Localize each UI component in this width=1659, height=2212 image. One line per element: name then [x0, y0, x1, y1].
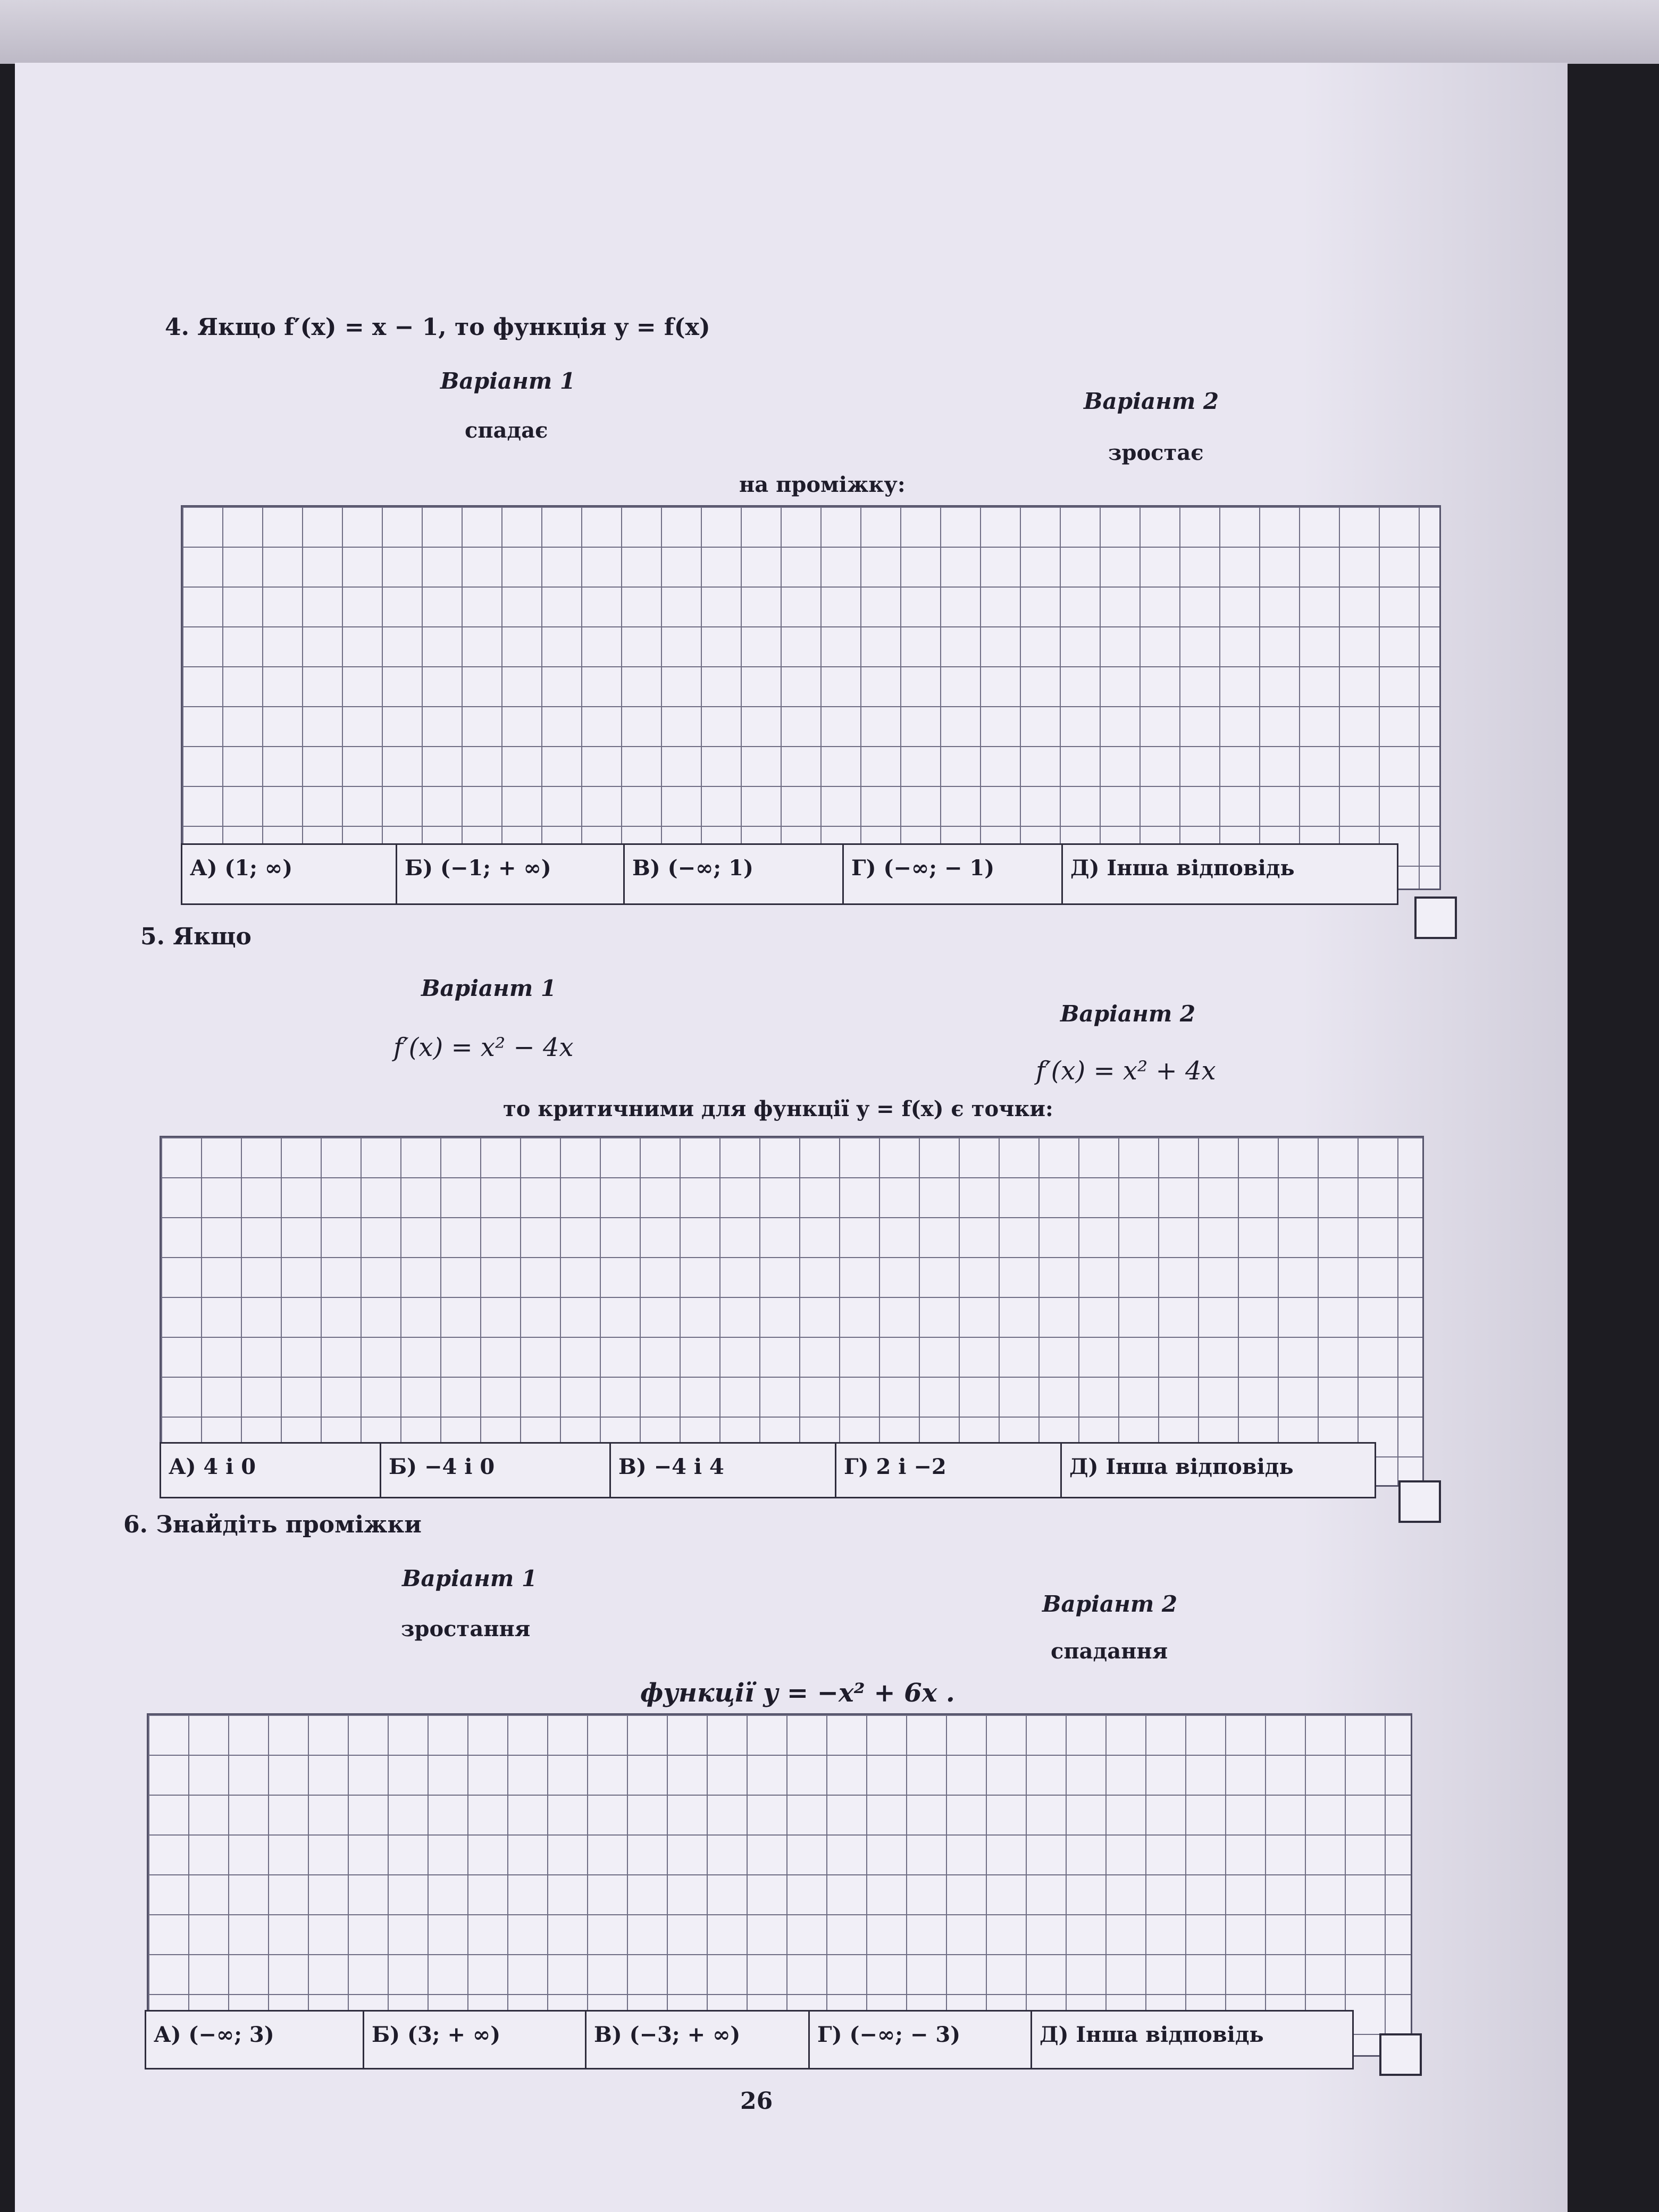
- variant-2-formula: f′(x) = x² + 4x: [1036, 1056, 1216, 1086]
- variant-1-title: Варіант 1: [440, 368, 576, 394]
- option-a[interactable]: А) 4 і 0: [161, 1444, 381, 1497]
- option-c[interactable]: В) (−3; + ∞): [586, 2012, 810, 2068]
- option-e[interactable]: Д) Інша відповідь: [1070, 856, 1295, 881]
- question-5-text: 5. Якщо: [140, 923, 252, 950]
- option-b[interactable]: Б) (3; + ∞): [364, 2012, 586, 2068]
- variant-2-text: спадання: [1051, 1639, 1168, 1664]
- variant-1-text: зростання: [401, 1616, 531, 1641]
- variant-1-text: спадає: [465, 418, 548, 443]
- variant-1-title: Варіант 1: [421, 975, 557, 1001]
- option-a[interactable]: А) (−∞; 3): [146, 2012, 364, 2068]
- page-number: 26: [740, 2088, 773, 2115]
- variant-2-title: Варіант 2: [1042, 1591, 1178, 1617]
- option-c[interactable]: В) (−∞; 1): [625, 845, 844, 903]
- option-c[interactable]: В) −4 і 4: [611, 1444, 836, 1497]
- variant-2-title: Варіант 2: [1084, 388, 1219, 414]
- option-e[interactable]: Д) Інша відповідь: [1069, 1454, 1294, 1479]
- question-4-tail: на проміжку:: [739, 472, 906, 497]
- option-b[interactable]: Б) (−1; + ∞): [397, 845, 625, 903]
- question-6-text: 6. Знайдіть проміжки: [123, 1511, 422, 1538]
- worksheet-page: [15, 63, 1568, 2212]
- background-strip: [0, 0, 1659, 64]
- option-b[interactable]: Б) −4 і 0: [381, 1444, 611, 1497]
- question-6: [15, 63, 1568, 2212]
- option-a[interactable]: А) (1; ∞): [182, 845, 397, 903]
- option-d[interactable]: Г) (−∞; − 1): [844, 845, 1063, 903]
- option-e[interactable]: Д) Інша відповідь: [1040, 2022, 1264, 2047]
- question-6-tail: функції y = −x² + 6x .: [640, 1678, 955, 1708]
- variant-1-title: Варіант 1: [402, 1565, 538, 1591]
- variant-2-title: Варіант 2: [1060, 1001, 1196, 1027]
- answer-grid[interactable]: [147, 1713, 1412, 2057]
- answer-box[interactable]: [1379, 2033, 1422, 2076]
- variant-2-text: зростає: [1108, 440, 1204, 465]
- question-4-text: 4. Якщо f′(x) = x − 1, то функція y = f(x): [165, 314, 710, 341]
- variant-1-formula: f′(x) = x² − 4x: [393, 1033, 574, 1062]
- option-d[interactable]: Г) 2 і −2: [836, 1444, 1062, 1497]
- option-d[interactable]: Г) (−∞; − 3): [810, 2012, 1032, 2068]
- question-5-tail: то критичними для функції y = f(x) є точки:: [503, 1096, 1053, 1121]
- answer-options: [145, 2010, 1354, 2069]
